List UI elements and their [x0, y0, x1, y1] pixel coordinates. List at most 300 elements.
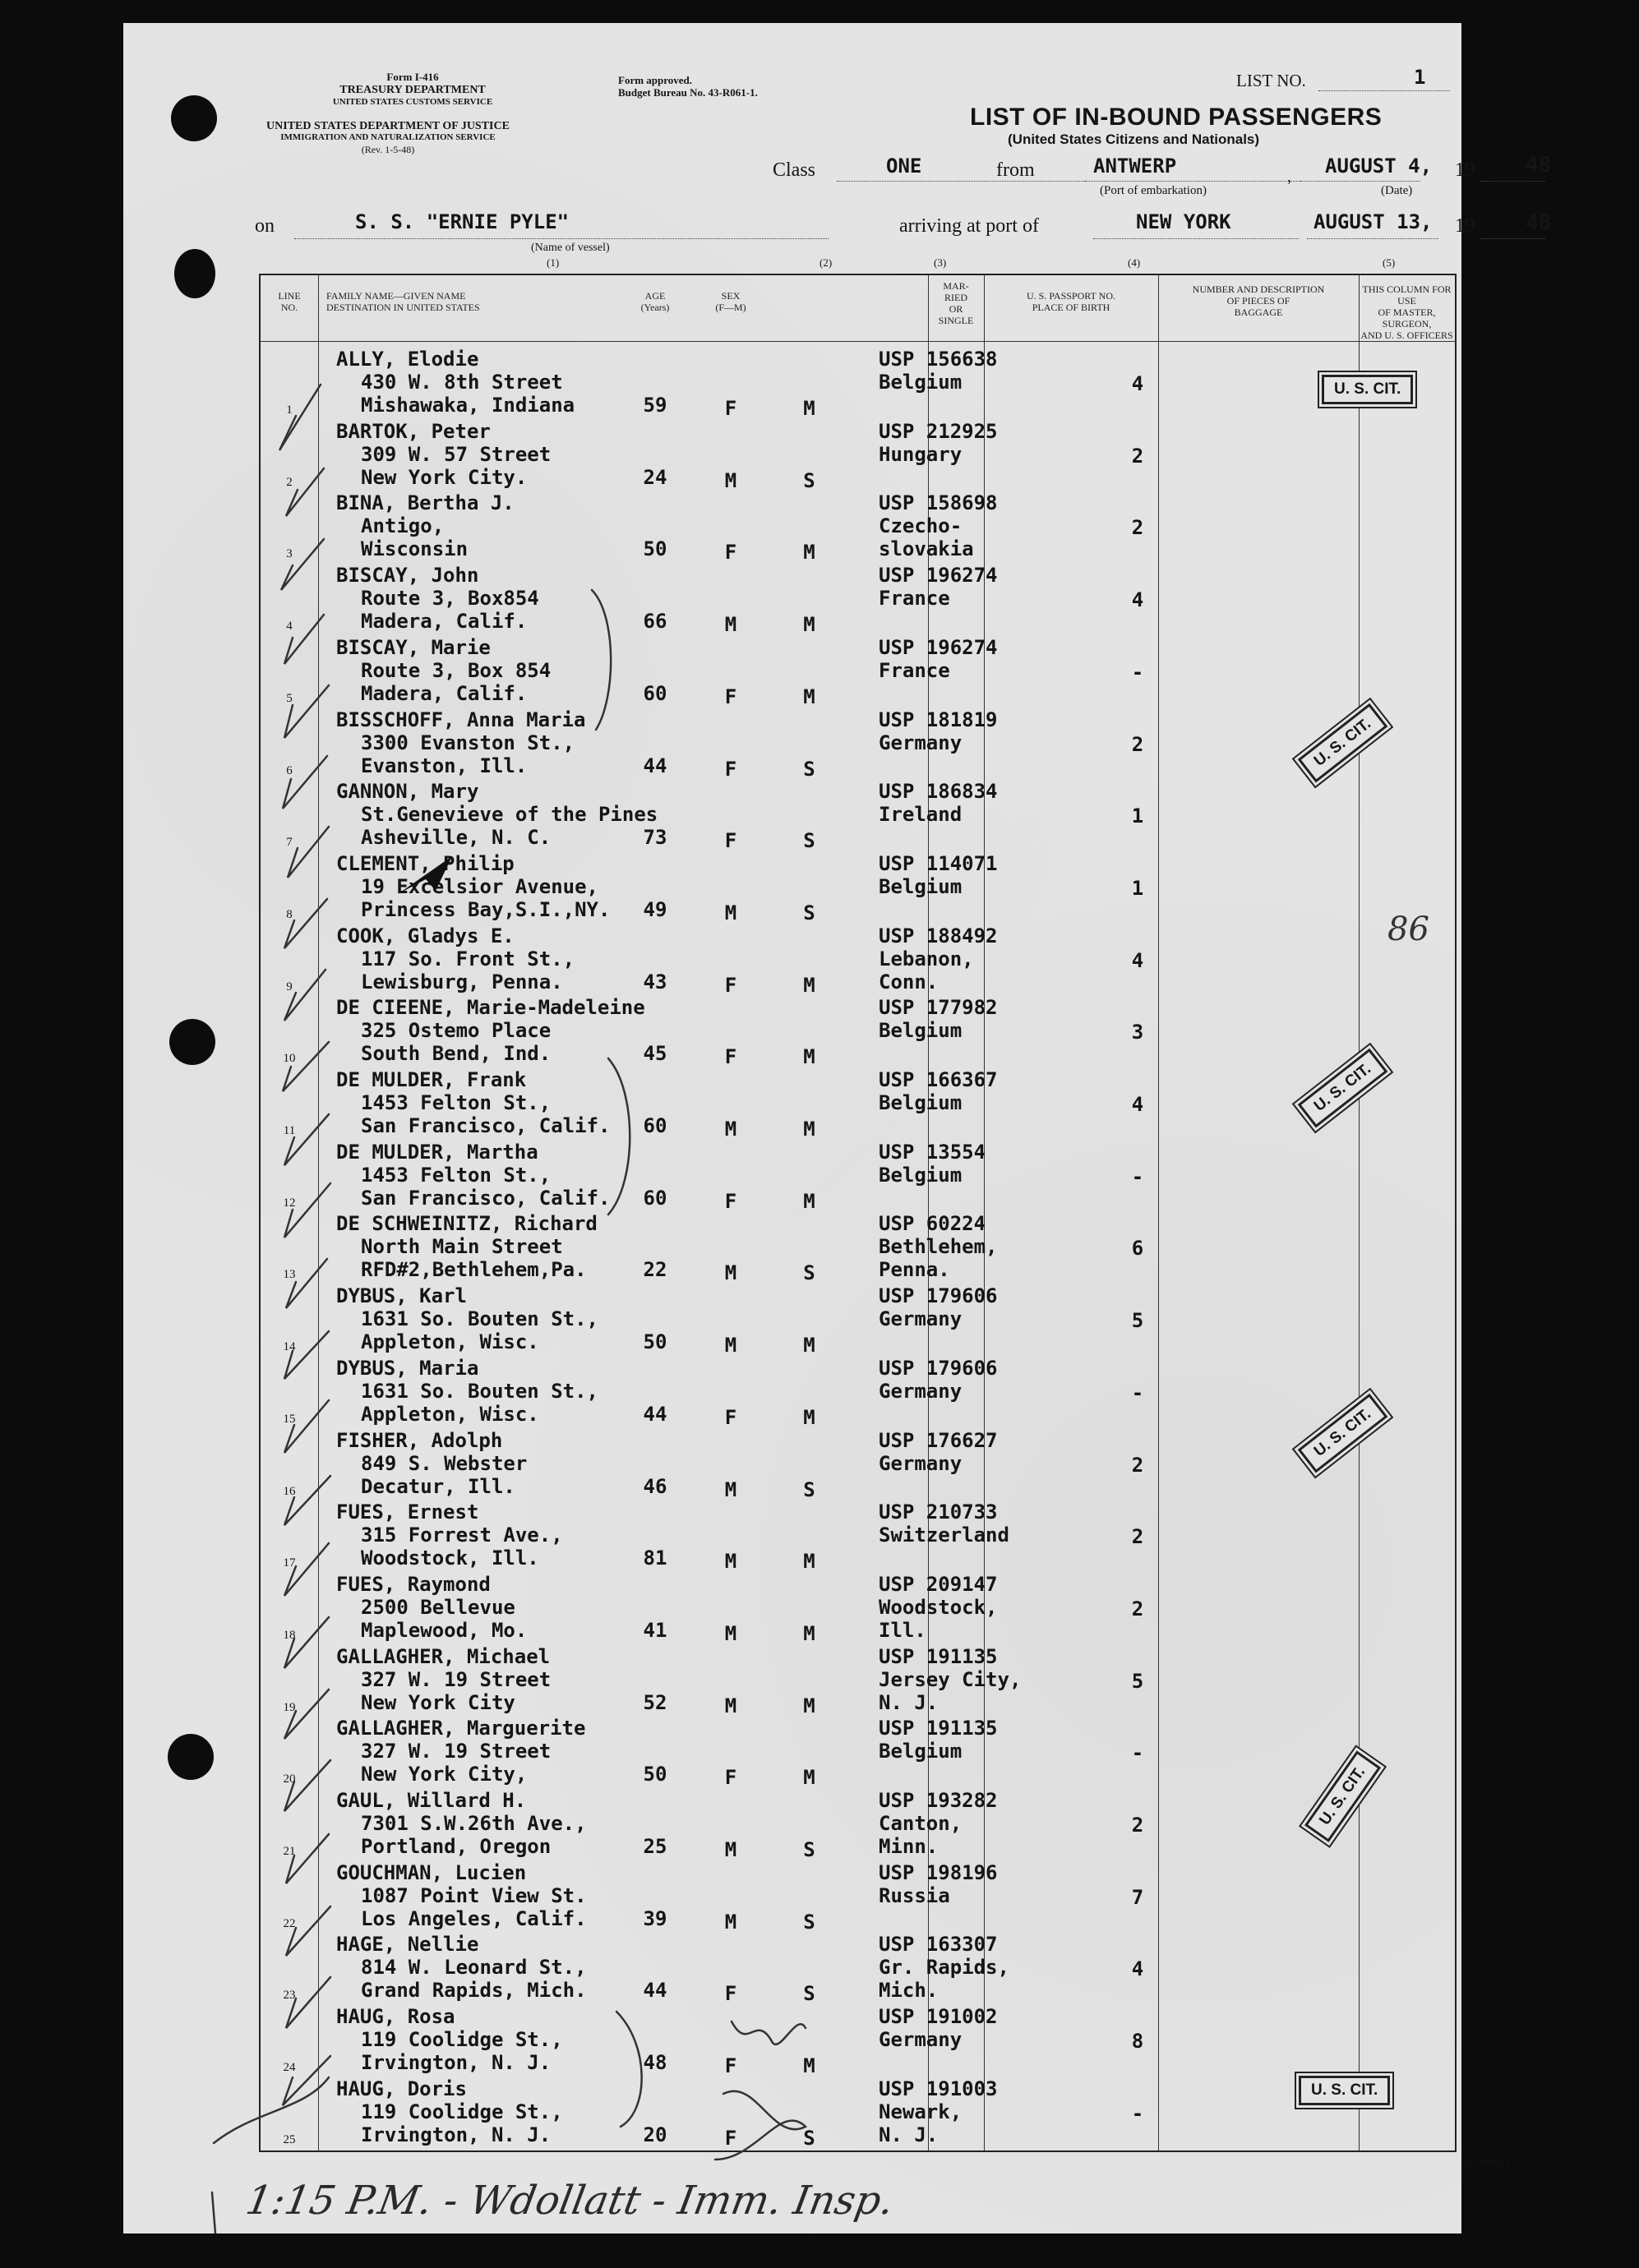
age-cell: 44 — [643, 1402, 667, 1426]
address-line: 119 Coolidge St., — [361, 2028, 563, 2052]
address-line: 7301 S.W.26th Ave., — [361, 1812, 587, 1835]
address-city: Decatur, Ill. — [361, 1474, 515, 1498]
passenger-name: COOK, Gladys E. — [336, 924, 515, 947]
address-city: RFD#2,Bethlehem,Pa. — [361, 1258, 587, 1282]
marital-cell: S — [803, 829, 815, 853]
port-embarkation-caption: (Port of embarkation) — [1100, 184, 1207, 197]
birthplace-line1: Germany — [879, 1379, 963, 1403]
table-row — [261, 1357, 1455, 1429]
age-cell: 60 — [643, 681, 667, 705]
baggage-count: 2 — [1131, 1453, 1144, 1477]
arrow-mark-icon — [395, 851, 460, 901]
marital-cell: S — [803, 1477, 815, 1501]
baggage-count: 1 — [1131, 876, 1144, 900]
address-line: Route 3, Box854 — [361, 587, 539, 611]
arrival-year-prefix: 19 — [1455, 215, 1475, 237]
marital-cell: M — [803, 613, 815, 637]
sex-cell: F — [724, 757, 737, 781]
revision: (Rev. 1-5-48) — [361, 144, 415, 155]
passenger-name: DYBUS, Maria — [336, 1356, 479, 1380]
form-number: Form I-416 — [386, 71, 439, 83]
birthplace-line1: Belgium — [879, 1019, 963, 1043]
address-line: 315 Forrest Ave., — [361, 1524, 563, 1547]
sex-cell: F — [724, 2126, 737, 2150]
sex-cell: F — [724, 685, 737, 708]
passenger-name: DE SCHWEINITZ, Richard — [336, 1212, 598, 1236]
baggage-count: 2 — [1131, 1525, 1144, 1549]
line-number: 2 — [286, 475, 293, 489]
line-number: 1 — [286, 403, 293, 417]
age-cell: 60 — [643, 1114, 667, 1137]
marital-cell: S — [803, 2126, 815, 2150]
col-header-baggage: NUMBER AND DESCRIPTION OF PIECES OF BAGGAGE — [1192, 284, 1325, 318]
passport-number: USP 196274 — [879, 635, 998, 659]
marital-cell: M — [803, 397, 815, 420]
us-cit-stamp: U. S. CIT. — [1304, 1750, 1381, 1842]
passport-number: USP 163307 — [879, 1933, 998, 1957]
from-label: from — [996, 159, 1035, 181]
address-city: Wisconsin — [361, 537, 469, 561]
manifest-sheet: Form I-416 TREASURY DEPARTMENT UNITED STATES CUSTOMS SERVICE UNITED STATES DEPARTMENT OF JUSTICE IMMIGRATION AND NATURALIZATION SERVICE (Rev. 1-5-48) Form approved. Budget Bureau No. 43-R061-1. LIST NO. 1 LIST OF IN-BOUND PASSENGERS (United States Citizens and Nationals) Class ONE from ANTWERP (Port of embarkation) , AUGUST 4, (Date) 19 48 on S. S. "ERNIE PYLE" (Name of vessel) arriving at port of NEW YORK AUGUST 13, 19 48 (1) (2) (3) (4) (5) LINE NO. FAMILY NAME—GIVEN NAME DESTINATION IN UNITED STATES AGE (Years) SEX (F—M) MAR- RIED OR SINGLE U. S. PASSPORT NO. PLACE OF BIRTH NUMBER AND DESCRIPTION OF PIECES OF BAGGAGE THIS COLUMN FOR USE OF MASTER, SURGEON, AND U. S. OFFICERS 1 ALLY, Elodie 430 W. 8th Street Mishawaka, Indiana 59 F M USP 156638 Belgium 4 2 BARTOK, Peter 309 W. 57 Street New York City. 24 M S USP 212925 Hungary 2 3 BINA, Bertha J. Antigo, Wisconsin 50 F M USP 158698 Czecho- slovakia 2 4 BISCAY, John Route 3, Box854 Madera, Calif. 66 M M USP 196274 France 4 5 BISCAY, Marie Route 3, Box 854 Madera, Calif. 60 F M USP 196274 France - 6 BISSCHOFF, Anna Maria 3300 Evanston St., Evanston, Ill. 44 F S USP 181819 Germany 2 7 GANNON, Mary St.Genevieve of the Pines Asheville, N. C. 73 F S USP 186834 Ireland 1 8 CLEMENT, Philip 19 Excelsior Avenue, Princess Bay,S.I.,NY. 49 M S USP 114071 Belgium 1 9 COOK, Gladys E. 117 So. Front St., Lewisburg, Penna. 43 F M USP 188492 Lebanon, Conn. 4 10 DE CIEENE, Marie-Madeleine 325 Ostemo Place South Bend, Ind. 45 F M USP 177982 Belgium 3 11 DE MULDER, Frank 1453 Felton St., San Francisco, Calif. 60 M M USP 166367 Belgium 4 12 DE MULDER, Martha 1453 Felton St., San Francisco, Calif. 60 F M USP 13554 Belgium - 13 DE SCHWEINITZ, Richard North Main Street RFD#2,Bethlehem,Pa. 22 M S USP 60224 Bethlehem, Penna. 6 14 DYBUS, Karl 1631 So. Bouten St., Appleton, Wisc. 50 M M USP 179606 Germany 5 15 DYBUS, Maria 1631 So. Bouten St., Appleton, Wisc. 44 F M USP 179606 Germany - 16 FISHER, Adolph 849 S. Webster Decatur, Ill. 46 M S USP 176627 Germany 2 17 FUES, Ernest 315 Forrest Ave., Woodstock, Ill. 81 M M USP 210733 Switzerland 2 18 FUES, Raymond 2500 Bellevue Maplewood, Mo. 41 M M USP 209147 Woodstock, Ill. 2 19 GALLAGHER, Michael 327 W. 19 Street New York City 52 M M USP 191135 Jersey City, N. J. 5 20 GALLAGHER, Marguerite 327 W. 19 Street New York City, 50 F M USP 191135 Belgium - 21 GAUL, Willard H. 7301 S.W.26th Ave., Portland, Oregon 25 M S USP 193282 Canton, Minn. 2 22 GOUCHMAN, Lucien 1087 Point View St. Los Angeles, Calif. 39 M S USP 198196 Russia 7 23 HAGE, Nellie 814 W. Leonard St., Grand Rapids, Mich. 44 F S USP 163307 Gr. Rapids, Mich. 4 24 HAUG, Rosa 119 Coolidge St., Irvington, N. J. 48 F M USP 191002 Germany 8 25 HAUG, Doris 119 Coolidge St., Irvington, N. J. 20 F S USP 191003 Newark, N. J. - U. S. CIT. U. S. CIT. U. S. CIT. U. S. CIT. U. S. CIT. U. S. CIT. 86 16—54652-1 1:15 P.M. - Wdollatt - Imm. Insp. — [123, 23, 1461, 2233]
address-city: Irvington, N. J. — [361, 2051, 552, 2075]
passport-number: USP 191002 — [879, 2005, 998, 2029]
col-header-married: MAR- RIED OR SINGLE — [938, 280, 974, 326]
address-city: Asheville, N. C. — [361, 826, 552, 850]
passenger-name: FUES, Ernest — [336, 1500, 479, 1524]
passport-number: USP 158698 — [879, 491, 998, 515]
address-line: 1087 Point View St. — [361, 1883, 587, 1907]
passenger-name: GALLAGHER, Michael — [336, 1644, 551, 1668]
baggage-count: 4 — [1131, 1093, 1144, 1116]
table-row — [261, 1068, 1455, 1141]
birthplace-line1: Canton, — [879, 1812, 963, 1835]
us-cit-stamp: U. S. CIT. — [1298, 1049, 1388, 1128]
sex-cell: F — [724, 1189, 737, 1213]
address-city: New York City — [361, 1690, 515, 1714]
age-cell: 50 — [643, 537, 667, 561]
passport-number: USP 212925 — [879, 419, 998, 443]
line-number: 24 — [283, 2061, 296, 2075]
address-line: 119 Coolidge St., — [361, 2100, 563, 2123]
form-code: 16—54652-1 — [1461, 2158, 1510, 2168]
embark-date: AUGUST 4, — [1325, 154, 1433, 177]
table-row — [261, 708, 1455, 781]
address-line: 814 W. Leonard St., — [361, 1956, 587, 1980]
address-line: 19 Excelsior Avenue, — [361, 874, 598, 898]
inspector-signature: 1:15 P.M. - Wdollatt - Imm. Insp. — [242, 2178, 898, 2224]
marital-cell: S — [803, 901, 815, 924]
marital-cell: M — [803, 1045, 815, 1069]
birthplace-line2: Mich. — [879, 1979, 939, 2003]
arrival-port: NEW YORK — [1136, 210, 1231, 233]
passenger-name: FUES, Raymond — [336, 1572, 491, 1596]
table-row — [261, 1789, 1455, 1861]
sex-cell: F — [724, 1766, 737, 1790]
table-row — [261, 1861, 1455, 1934]
address-city: Appleton, Wisc. — [361, 1402, 539, 1426]
address-line: 327 W. 19 Street — [361, 1667, 552, 1691]
marital-cell: S — [803, 1982, 815, 2006]
birthplace-line1: Belgium — [879, 1163, 963, 1187]
address-city: Irvington, N. J. — [361, 2123, 552, 2146]
binder-hole — [171, 95, 217, 141]
baggage-count: 6 — [1131, 1237, 1144, 1261]
birthplace-line1: Switzerland — [879, 1524, 1009, 1547]
birthplace-line1: Lebanon, — [879, 947, 974, 970]
table-row — [261, 1284, 1455, 1357]
birthplace-line2: slovakia — [879, 537, 974, 561]
line-number: 3 — [286, 547, 293, 561]
age-cell: 45 — [643, 1042, 667, 1066]
passport-number: USP 186834 — [879, 780, 998, 804]
line-number: 21 — [283, 1845, 296, 1858]
table-row — [261, 636, 1455, 708]
baggage-count: 5 — [1131, 1309, 1144, 1333]
passenger-name: HAUG, Rosa — [336, 2005, 455, 2029]
justice-dept: UNITED STATES DEPARTMENT OF JUSTICE — [266, 120, 510, 132]
sex-cell: M — [724, 613, 737, 637]
passenger-name: GAUL, Willard H. — [336, 1789, 527, 1812]
line-number: 13 — [283, 1268, 296, 1282]
page-title: LIST OF IN-BOUND PASSENGERS — [970, 104, 1383, 131]
marital-cell: M — [803, 1550, 815, 1574]
list-no: 1 — [1414, 66, 1426, 89]
address-city: Los Angeles, Calif. — [361, 1906, 587, 1930]
age-cell: 59 — [643, 394, 667, 417]
passport-number: USP 177982 — [879, 996, 998, 1020]
binder-hole — [168, 1734, 214, 1780]
passport-number: USP 179606 — [879, 1356, 998, 1380]
birthplace-line1: Woodstock, — [879, 1595, 998, 1619]
age-cell: 73 — [643, 826, 667, 850]
passenger-name: BARTOK, Peter — [336, 419, 491, 443]
passenger-name: BINA, Bertha J. — [336, 491, 515, 515]
passenger-table — [259, 274, 1457, 2152]
birthplace-line1: France — [879, 658, 950, 682]
address-city: Madera, Calif. — [361, 610, 528, 634]
marital-cell: S — [803, 1261, 815, 1285]
baggage-count: 4 — [1131, 588, 1144, 612]
birthplace-line1: Germany — [879, 1307, 963, 1331]
sex-cell: M — [724, 1118, 737, 1141]
line-number: 16 — [283, 1484, 296, 1498]
address-line: 2500 Bellevue — [361, 1595, 515, 1619]
col-header-sex: SEX (F—M) — [715, 290, 746, 313]
arrival-year: 48 — [1526, 210, 1552, 235]
line-number: 11 — [283, 1124, 296, 1137]
line-number: 10 — [283, 1052, 296, 1066]
age-cell: 60 — [643, 1186, 667, 1210]
budget-bureau: Budget Bureau No. 43-R061-1. — [618, 86, 758, 99]
passenger-name: BISCAY, John — [336, 564, 479, 588]
address-line: Antigo, — [361, 514, 445, 538]
passenger-name: BISCAY, Marie — [336, 635, 491, 659]
on-label: on — [255, 215, 275, 237]
passenger-name: GOUCHMAN, Lucien — [336, 1860, 527, 1884]
sex-cell: F — [724, 1982, 737, 2006]
sex-cell: F — [724, 541, 737, 565]
marital-cell: S — [803, 1838, 815, 1861]
marital-cell: S — [803, 468, 815, 492]
passenger-name: DE MULDER, Martha — [336, 1140, 538, 1164]
sex-cell: M — [724, 468, 737, 492]
age-cell: 41 — [643, 1618, 667, 1642]
marital-cell: M — [803, 1766, 815, 1790]
age-cell: 39 — [643, 1906, 667, 1930]
address-line: 1453 Felton St., — [361, 1091, 552, 1114]
table-row — [261, 1717, 1455, 1789]
address-line: 849 S. Webster — [361, 1451, 528, 1475]
page-subtitle: (United States Citizens and Nationals) — [1008, 131, 1260, 147]
marital-cell: M — [803, 1189, 815, 1213]
line-number: 8 — [286, 907, 293, 921]
birthplace-line2: Ill. — [879, 1618, 926, 1642]
baggage-count: 2 — [1131, 732, 1144, 756]
col-num-2: (2) — [820, 256, 833, 269]
address-city: New York City. — [361, 465, 528, 489]
col-num-3: (3) — [934, 256, 947, 269]
birthplace-line1: France — [879, 587, 950, 611]
table-row — [261, 1212, 1455, 1284]
address-line: 430 W. 8th Street — [361, 371, 563, 394]
marital-cell: M — [803, 973, 815, 997]
table-row — [261, 1933, 1455, 2005]
line-number: 20 — [283, 1772, 296, 1786]
age-cell: 22 — [643, 1258, 667, 1282]
address-line: 309 W. 57 Street — [361, 442, 552, 466]
sex-cell: M — [724, 901, 737, 924]
age-cell: 50 — [643, 1330, 667, 1354]
marital-cell: M — [803, 1694, 815, 1717]
marital-cell: M — [803, 541, 815, 565]
passenger-name: CLEMENT, Philip — [336, 851, 515, 875]
form-approved: Form approved. — [618, 74, 693, 86]
col-header-passport: U. S. PASSPORT NO. PLACE OF BIRTH — [1027, 290, 1115, 313]
passport-number: USP 191003 — [879, 2077, 998, 2100]
table-row — [261, 924, 1455, 997]
ins-service: IMMIGRATION AND NATURALIZATION SERVICE — [280, 132, 496, 142]
line-number: 14 — [283, 1340, 296, 1354]
col-num-4: (4) — [1128, 256, 1141, 269]
passport-number: USP 181819 — [879, 708, 998, 731]
us-cit-stamp: U. S. CIT. — [1298, 1394, 1388, 1473]
line-number: 22 — [283, 1916, 296, 1930]
marital-cell: M — [803, 1118, 815, 1141]
baggage-count: - — [1131, 1741, 1144, 1765]
sex-cell: F — [724, 1405, 737, 1429]
baggage-count: 2 — [1131, 1597, 1144, 1620]
binder-hole — [169, 1019, 215, 1065]
address-line: North Main Street — [361, 1235, 563, 1259]
marital-cell: M — [803, 1405, 815, 1429]
address-line: 327 W. 19 Street — [361, 1740, 552, 1763]
baggage-count: 8 — [1131, 2030, 1144, 2054]
line-number: 23 — [283, 1989, 296, 2003]
sex-cell: M — [724, 1910, 737, 1934]
class-value: ONE — [886, 154, 922, 177]
table-row — [261, 1645, 1455, 1717]
date-caption: (Date) — [1381, 184, 1413, 197]
age-cell: 81 — [643, 1547, 667, 1570]
passport-number: USP 13554 — [879, 1140, 986, 1164]
table-row — [261, 1141, 1455, 1213]
age-cell: 44 — [643, 1979, 667, 2003]
passport-number: USP 176627 — [879, 1428, 998, 1452]
line-number: 9 — [286, 980, 293, 993]
us-cit-stamp: U. S. CIT. — [1298, 703, 1388, 783]
line-number: 7 — [286, 836, 293, 850]
address-city: Woodstock, Ill. — [361, 1547, 539, 1570]
birthplace-line1: Belgium — [879, 371, 963, 394]
handwritten-86: 86 — [1387, 910, 1429, 948]
passenger-name: FISHER, Adolph — [336, 1428, 503, 1452]
arriving-label: arriving at port of — [899, 215, 1039, 237]
sex-cell: M — [724, 1838, 737, 1861]
birthplace-line1: Czecho- — [879, 514, 963, 538]
passport-number: USP 179606 — [879, 1284, 998, 1308]
baggage-count: 4 — [1131, 372, 1144, 395]
passport-number: USP 114071 — [879, 851, 998, 875]
passenger-name: DE CIEENE, Marie-Madeleine — [336, 996, 645, 1020]
address-line: 1453 Felton St., — [361, 1163, 552, 1187]
list-no-label: LIST NO. — [1236, 71, 1306, 90]
age-cell: 52 — [643, 1690, 667, 1714]
embark-year: 48 — [1526, 153, 1552, 177]
baggage-count: 7 — [1131, 1885, 1144, 1909]
passport-number: USP 191135 — [879, 1644, 998, 1668]
col-header-age: AGE (Years) — [640, 290, 670, 313]
table-row — [261, 2005, 1455, 2077]
address-line: Route 3, Box 854 — [361, 658, 552, 682]
birthplace-line1: Gr. Rapids, — [879, 1956, 1009, 1980]
address-city: Mishawaka, Indiana — [361, 394, 575, 417]
arrival-date: AUGUST 13, — [1314, 210, 1433, 233]
line-number: 5 — [286, 691, 293, 705]
age-cell: 48 — [643, 2051, 667, 2075]
address-city: Evanston, Ill. — [361, 754, 528, 777]
line-number: 12 — [283, 1196, 296, 1210]
baggage-count: 3 — [1131, 1021, 1144, 1044]
address-city: Princess Bay,S.I.,NY. — [361, 897, 611, 921]
address-city: Madera, Calif. — [361, 681, 528, 705]
sex-cell: F — [724, 2054, 737, 2078]
passenger-name: DE MULDER, Frank — [336, 1068, 527, 1091]
age-cell: 25 — [643, 1835, 667, 1858]
address-city: South Bend, Ind. — [361, 1042, 552, 1066]
address-line: St.Genevieve of the Pines — [361, 803, 658, 827]
passenger-name: HAGE, Nellie — [336, 1933, 479, 1957]
baggage-count: - — [1131, 660, 1144, 684]
col-header-officers: THIS COLUMN FOR USE OF MASTER, SURGEON, AND U. S. OFFICERS — [1360, 284, 1453, 341]
line-number: 15 — [283, 1412, 296, 1426]
address-line: 325 Ostemo Place — [361, 1019, 552, 1043]
marital-cell: S — [803, 1910, 815, 1934]
age-cell: 66 — [643, 610, 667, 634]
col-num-1: (1) — [547, 256, 560, 269]
birthplace-line1: Ireland — [879, 803, 963, 827]
address-line: 1631 So. Bouten St., — [361, 1379, 598, 1403]
address-city: San Francisco, Calif. — [361, 1186, 611, 1210]
year-prefix: 19 — [1455, 159, 1475, 181]
birthplace-line1: Germany — [879, 1451, 963, 1475]
age-cell: 50 — [643, 1763, 667, 1786]
table-row — [261, 348, 1455, 420]
marital-cell: M — [803, 1621, 815, 1645]
table-row — [261, 1500, 1455, 1573]
table-row — [261, 996, 1455, 1068]
sex-cell: M — [724, 1477, 737, 1501]
passport-number: USP 210733 — [879, 1500, 998, 1524]
birthplace-line1: Belgium — [879, 1091, 963, 1114]
baggage-count: 1 — [1131, 804, 1144, 828]
us-cit-stamp: U. S. CIT. — [1299, 2076, 1390, 2105]
birthplace-line1: Russia — [879, 1883, 950, 1907]
sex-cell: F — [724, 397, 737, 420]
baggage-count: 4 — [1131, 1957, 1144, 1981]
age-cell: 24 — [643, 465, 667, 489]
age-cell: 20 — [643, 2123, 667, 2146]
customs-service: UNITED STATES CUSTOMS SERVICE — [332, 97, 493, 107]
birthplace-line2: N. J. — [879, 2123, 939, 2146]
address-line: 1631 So. Bouten St., — [361, 1307, 598, 1331]
passport-number: USP 188492 — [879, 924, 998, 947]
baggage-count: 2 — [1131, 444, 1144, 468]
table-row — [261, 1429, 1455, 1501]
line-number: 25 — [283, 2132, 296, 2146]
passport-number: USP 198196 — [879, 1860, 998, 1884]
sex-cell: F — [724, 973, 737, 997]
passport-number: USP 209147 — [879, 1572, 998, 1596]
address-city: San Francisco, Calif. — [361, 1114, 611, 1137]
table-row — [261, 780, 1455, 852]
treasury-dept: TREASURY DEPARTMENT — [339, 84, 486, 96]
table-row — [261, 420, 1455, 492]
birthplace-line1: Newark, — [879, 2100, 963, 2123]
marital-cell: M — [803, 1334, 815, 1358]
sex-cell: F — [724, 829, 737, 853]
birthplace-line1: Belgium — [879, 874, 963, 898]
passenger-name: GALLAGHER, Marguerite — [336, 1717, 586, 1740]
address-city: Portland, Oregon — [361, 1835, 552, 1858]
address-city: Lewisburg, Penna. — [361, 970, 563, 993]
sex-cell: M — [724, 1261, 737, 1285]
col-header-line: LINE NO. — [278, 290, 301, 313]
baggage-count: 2 — [1131, 1814, 1144, 1837]
birthplace-line1: Germany — [879, 731, 963, 754]
passport-number: USP 60224 — [879, 1212, 986, 1236]
age-cell: 49 — [643, 897, 667, 921]
binder-hole — [174, 249, 215, 298]
passenger-name: BISSCHOFF, Anna Maria — [336, 708, 586, 731]
age-cell: 43 — [643, 970, 667, 993]
passport-number: USP 193282 — [879, 1789, 998, 1812]
us-cit-stamp: U. S. CIT. — [1322, 375, 1413, 404]
birthplace-line2: Penna. — [879, 1258, 950, 1282]
baggage-count: 4 — [1131, 948, 1144, 972]
sex-cell: M — [724, 1334, 737, 1358]
birthplace-line2: N. J. — [879, 1690, 939, 1714]
sex-cell: F — [724, 1045, 737, 1069]
class-label: Class — [773, 159, 816, 181]
birthplace-line1: Germany — [879, 2028, 963, 2052]
sex-cell: M — [724, 1621, 737, 1645]
birthplace-line1: Hungary — [879, 442, 963, 466]
passenger-name: DYBUS, Karl — [336, 1284, 467, 1308]
baggage-count: - — [1131, 2101, 1144, 2125]
sex-cell: M — [724, 1550, 737, 1574]
line-number: 6 — [286, 763, 293, 777]
address-city: Maplewood, Mo. — [361, 1618, 528, 1642]
